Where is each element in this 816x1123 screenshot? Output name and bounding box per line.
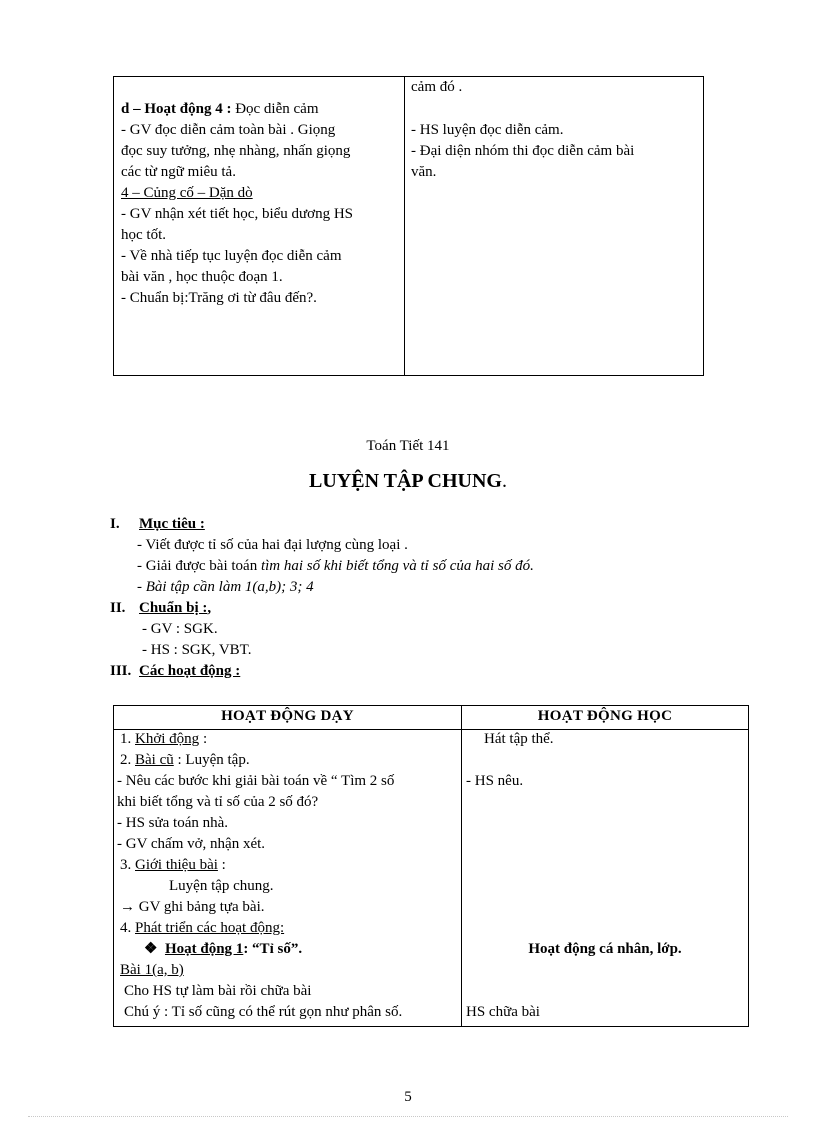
row-label: Bài cũ bbox=[135, 752, 174, 768]
text-line: văn. bbox=[411, 164, 437, 180]
text-line: - GV chấm vở, nhận xét. bbox=[117, 836, 266, 852]
objective-italic-text: tìm hai số khi biết tổng và tỉ số của hai số đó. bbox=[260, 558, 534, 574]
preparation-heading: Chuẩn bị : bbox=[139, 600, 208, 616]
exercise-heading: Bài 1(a, b) bbox=[120, 962, 184, 978]
row-tail: : “Tỉ số”. bbox=[243, 941, 303, 957]
row-number: 3. bbox=[120, 857, 135, 873]
text-line: - HS sửa toán nhà. bbox=[117, 815, 229, 831]
activity-4-line bbox=[121, 99, 319, 120]
text-line: đọc suy tưởng, nhẹ nhàng, nhấn giọng bbox=[121, 143, 351, 159]
row-label: Khởi động bbox=[135, 731, 200, 747]
title-text: LUYỆN TẬP CHUNG bbox=[309, 470, 502, 492]
text-line: các từ ngữ miêu tả. bbox=[121, 164, 236, 180]
row-text: GV ghi bảng tựa bài. bbox=[135, 899, 265, 915]
diamond-bullet-icon: ❖ bbox=[144, 941, 158, 957]
text-line: - Chuẩn bị:Trăng ơi từ đâu đến?. bbox=[121, 290, 317, 306]
activity-4-name: Đọc diễn cảm bbox=[231, 101, 319, 117]
section-number: III. bbox=[110, 663, 132, 679]
row-number: 2. bbox=[120, 752, 135, 768]
objective-item: - Viết được tỉ số của hai đại lượng cùng loại . bbox=[137, 537, 408, 553]
continuation-table bbox=[113, 76, 704, 376]
row-arrow-line bbox=[120, 897, 265, 918]
preparation-item: - GV : SGK. bbox=[142, 621, 218, 637]
text-line: Hát tập thể. bbox=[484, 731, 554, 747]
activity-type: Hoạt động cá nhân, lớp. bbox=[528, 941, 682, 957]
text-line: khi biết tổng và tỉ số của 2 số đó? bbox=[117, 794, 319, 810]
preparation-heading-line bbox=[139, 598, 211, 619]
arrow-right-icon: → bbox=[120, 899, 135, 915]
row-old-lesson bbox=[120, 750, 250, 771]
section-4-heading: 4 – Củng cố – Dặn dò bbox=[121, 185, 253, 201]
text-line: - HS nêu. bbox=[466, 773, 524, 789]
text-line: cảm đó . bbox=[411, 79, 463, 95]
row-label: Hoạt động 1 bbox=[164, 941, 244, 957]
row-label: Phát triển các hoạt động: bbox=[135, 920, 285, 936]
row-warmup bbox=[120, 729, 207, 750]
page-title bbox=[0, 468, 816, 494]
row-develop bbox=[120, 918, 284, 939]
subject-line: Toán Tiết 141 bbox=[366, 438, 450, 454]
activities-heading: Các hoạt động : bbox=[139, 663, 241, 679]
text-line: Chú ý : Tỉ số cũng có thể rút gọn như phân số. bbox=[124, 1004, 403, 1020]
text-line: - GV đọc diễn cảm toàn bài . Giọng bbox=[121, 122, 336, 138]
objective-item bbox=[137, 556, 534, 577]
text-line: học tốt. bbox=[121, 227, 166, 243]
text-line: - GV nhận xét tiết học, biểu dương HS bbox=[121, 206, 354, 222]
row-activity-1 bbox=[144, 939, 302, 960]
page-number: 5 bbox=[404, 1089, 412, 1105]
title-suffix: . bbox=[502, 470, 507, 492]
row-number: 4. bbox=[120, 920, 135, 936]
text-line: - HS luyện đọc diễn cảm. bbox=[411, 122, 564, 138]
text-line: - Nêu các bước khi giải bài toán về “ Tìm 2 số bbox=[117, 773, 395, 789]
text-line: bài văn , học thuộc đoạn 1. bbox=[121, 269, 283, 285]
text-line: HS chữa bài bbox=[466, 1004, 540, 1020]
column-divider bbox=[404, 77, 405, 375]
preparation-item: - HS : SGK, VBT. bbox=[142, 642, 252, 658]
header-divider bbox=[114, 729, 748, 730]
objectives-heading: Mục tiêu : bbox=[139, 516, 205, 532]
row-tail: : bbox=[217, 857, 226, 873]
row-label: Giới thiệu bài bbox=[135, 857, 218, 873]
text-line: Luyện tập chung. bbox=[169, 878, 274, 894]
objective-item: - Bài tập cần làm 1(a,b); 3; 4 bbox=[137, 579, 314, 595]
header-learning: HOẠT ĐỘNG HỌC bbox=[537, 708, 673, 724]
text-line: Cho HS tự làm bài rồi chữa bài bbox=[124, 983, 312, 999]
row-tail: : Luyện tập. bbox=[173, 752, 250, 768]
activity-4-title: d – Hoạt động 4 : bbox=[121, 101, 232, 117]
text-line: - Về nhà tiếp tục luyện đọc diễn cảm bbox=[121, 248, 342, 264]
row-tail: : bbox=[199, 731, 208, 747]
objective-text: - Giải được bài toán bbox=[137, 558, 261, 574]
footer-rule bbox=[28, 1116, 788, 1117]
row-number: 1. bbox=[120, 731, 135, 747]
preparation-suffix: , bbox=[207, 600, 212, 616]
section-number: I. bbox=[110, 516, 120, 532]
section-number: II. bbox=[110, 600, 126, 616]
row-introduction bbox=[120, 855, 226, 876]
column-divider bbox=[461, 706, 462, 1026]
text-line: - Đại diện nhóm thi đọc diễn cảm bài bbox=[411, 143, 635, 159]
header-teaching: HOẠT ĐỘNG DẠY bbox=[221, 708, 354, 724]
activities-table bbox=[113, 705, 749, 1027]
